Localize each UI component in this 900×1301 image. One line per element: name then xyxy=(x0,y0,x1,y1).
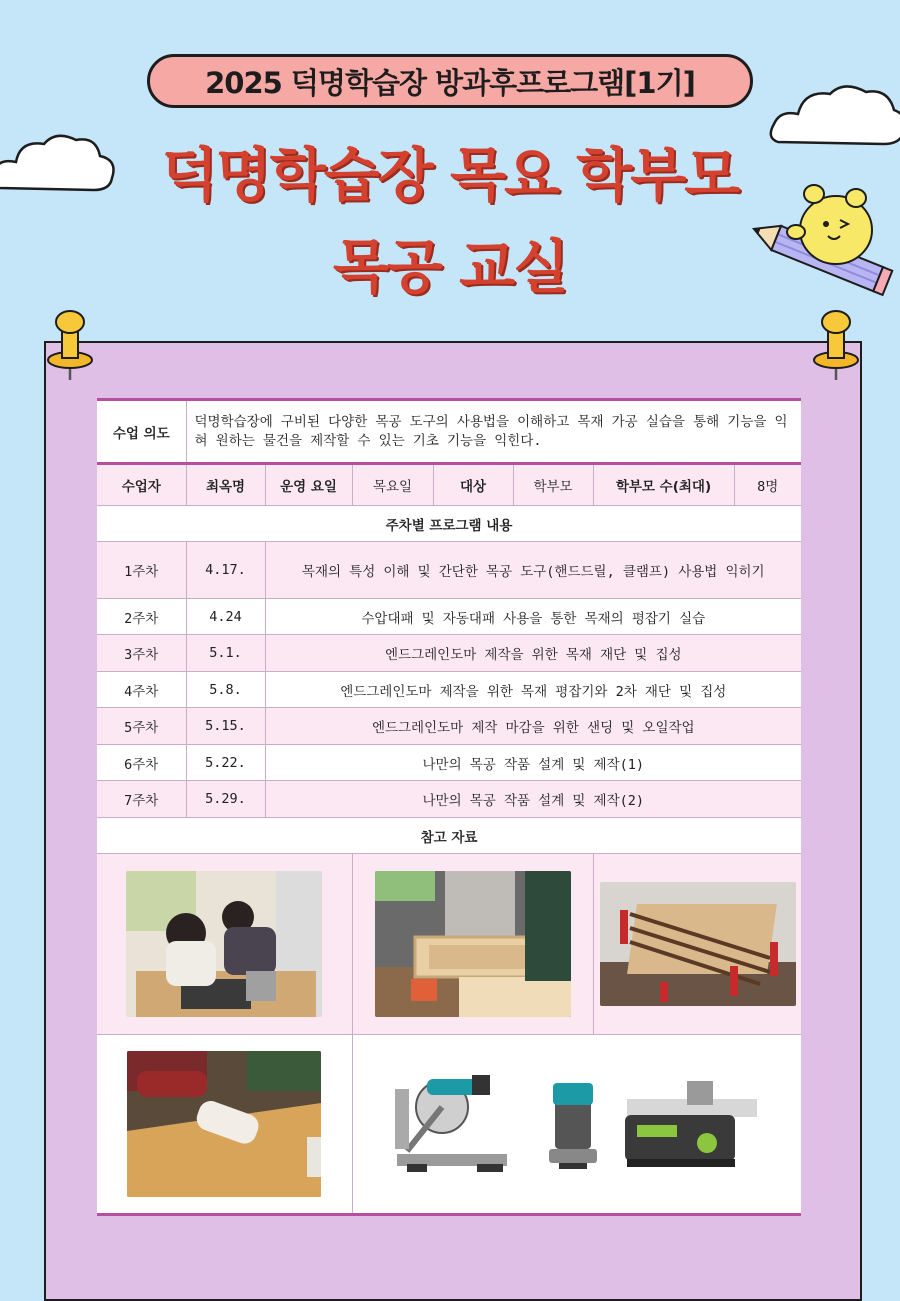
main-title-line1: 덕명학습장 목요 학부모 xyxy=(161,141,739,209)
info-row xyxy=(97,464,801,506)
target-label: 대상 xyxy=(433,464,513,506)
capacity-label: 학부모 수(최대) xyxy=(593,464,734,506)
day-value: 목요일 xyxy=(352,464,433,506)
date-cell: 5.29. xyxy=(186,781,265,818)
day-label: 운영 요일 xyxy=(265,464,352,506)
reference-heading: 참고 자료 xyxy=(97,818,801,854)
table-row xyxy=(97,542,801,599)
photo-cell xyxy=(352,1035,801,1215)
power-tools-photo xyxy=(387,1059,767,1189)
photo-row-1 xyxy=(97,854,801,1035)
main-title-line2: 목공 교실 xyxy=(332,233,568,301)
target-value: 학부모 xyxy=(513,464,593,506)
intent-row xyxy=(97,400,801,464)
week-cell: 1주차 xyxy=(97,542,186,599)
content-cell: 수압대패 및 자동대패 사용을 통한 목재의 평잡기 실습 xyxy=(265,599,801,635)
date-cell: 4.24 xyxy=(186,599,265,635)
week-cell: 6주차 xyxy=(97,745,186,781)
date-cell: 5.8. xyxy=(186,672,265,708)
workshop-oil-finishing-photo xyxy=(127,1051,321,1197)
program-title-badge xyxy=(147,54,753,108)
table-row xyxy=(97,635,801,672)
week-cell: 5주차 xyxy=(97,708,186,745)
pushpin-right-icon xyxy=(810,306,862,382)
schedule-heading-row xyxy=(97,506,801,542)
table-row xyxy=(97,708,801,745)
content-cell: 엔드그레인도마 제작을 위한 목재 재단 및 집성 xyxy=(265,635,801,672)
instructor-value: 최옥명 xyxy=(186,464,265,506)
date-cell: 5.22. xyxy=(186,745,265,781)
instructor-label: 수업자 xyxy=(97,464,186,506)
photo-row-2 xyxy=(97,1035,801,1215)
table-row xyxy=(97,781,801,818)
week-cell: 3주차 xyxy=(97,635,186,672)
date-cell: 5.1. xyxy=(186,635,265,672)
program-info-table xyxy=(97,398,801,1216)
schedule-heading: 주차별 프로그램 내용 xyxy=(97,506,801,542)
photo-cell xyxy=(97,854,352,1035)
content-cell: 목재의 특성 이해 및 간단한 목공 도구(핸드드릴, 클램프) 사용법 익히기 xyxy=(265,542,801,599)
intent-text: 덕명학습장에 구비된 다양한 목공 도구의 사용법을 이해하고 목재 가공 실습을 통해 기능을 익혀 원하는 물건을 제작할 수 있는 기초 기능을 익힌다. xyxy=(186,400,801,464)
capacity-value: 8명 xyxy=(734,464,801,506)
pushpin-left-icon xyxy=(44,306,96,382)
table-row xyxy=(97,672,801,708)
table-row xyxy=(97,599,801,635)
workshop-frame-assembly-photo xyxy=(375,871,571,1017)
content-cell: 엔드그레인도마 제작 마감을 위한 샌딩 및 오일작업 xyxy=(265,708,801,745)
workshop-clamps-photo xyxy=(600,882,796,1006)
workshop-drilling-photo xyxy=(126,871,322,1017)
intent-label: 수업 의도 xyxy=(97,400,186,464)
reference-heading-row xyxy=(97,818,801,854)
content-cell: 엔드그레인도마 제작을 위한 목재 평잡기와 2차 재단 및 집성 xyxy=(265,672,801,708)
trim-router-icon xyxy=(549,1083,597,1169)
table-row xyxy=(97,745,801,781)
week-cell: 4주차 xyxy=(97,672,186,708)
date-cell: 4.17. xyxy=(186,542,265,599)
week-cell: 7주차 xyxy=(97,781,186,818)
photo-cell xyxy=(97,1035,352,1215)
program-title: 2025 덕명학습장 방과후프로그램[1기] xyxy=(205,65,695,100)
photo-cell xyxy=(352,854,593,1035)
date-cell: 5.15. xyxy=(186,708,265,745)
content-cell: 나만의 목공 작품 설계 및 제작(1) xyxy=(265,745,801,781)
photo-cell xyxy=(593,854,801,1035)
content-cell: 나만의 목공 작품 설계 및 제작(2) xyxy=(265,781,801,818)
week-cell: 2주차 xyxy=(97,599,186,635)
